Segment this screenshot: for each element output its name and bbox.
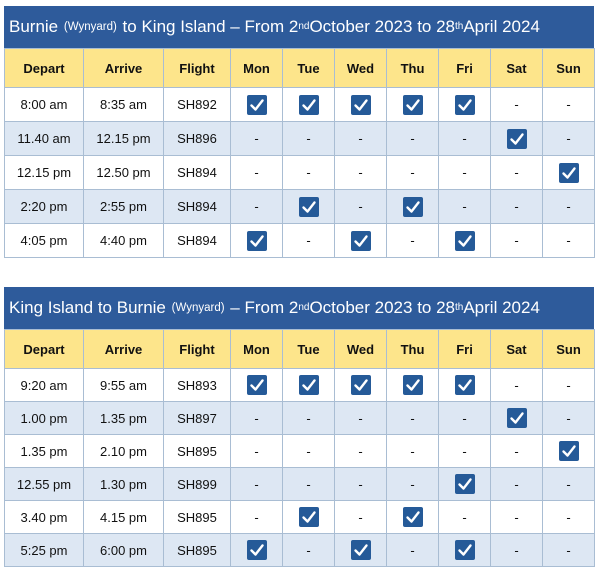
title-range-prefix: – From 2	[230, 298, 299, 317]
day-cell-mon	[231, 501, 283, 534]
day-cell-sun	[543, 534, 595, 567]
day-cell-mon	[231, 468, 283, 501]
title-tail: April 2024	[463, 17, 540, 36]
no-service-dash: -	[254, 509, 259, 525]
col-header-thu: Thu	[387, 330, 439, 369]
day-cell-sun	[543, 435, 595, 468]
day-cell-tue	[283, 534, 335, 567]
title-tail: April 2024	[463, 298, 540, 317]
no-service-dash: -	[410, 542, 415, 558]
arrive-time-cell: 9:55 am	[84, 369, 164, 402]
day-cell-wed	[335, 435, 387, 468]
day-cell-sat	[491, 369, 543, 402]
depart-time-cell: 12.15 pm	[5, 156, 84, 190]
header-row	[5, 330, 595, 369]
depart-time-cell: 1.35 pm	[5, 435, 84, 468]
flight-number-cell: SH896	[164, 122, 231, 156]
day-cell-mon	[231, 369, 283, 402]
day-cell-mon	[231, 534, 283, 567]
col-header-mon: Mon	[231, 330, 283, 369]
day-cell-wed	[335, 190, 387, 224]
col-header-flight: Flight	[164, 49, 231, 88]
no-service-dash: -	[410, 410, 415, 426]
no-service-dash: -	[254, 410, 259, 426]
arrive-time-cell: 8:35 am	[84, 88, 164, 122]
col-header-sat: Sat	[491, 49, 543, 88]
checkbox-checked-icon	[299, 197, 319, 217]
table-row	[5, 122, 595, 156]
no-service-dash: -	[566, 233, 571, 248]
day-cell-sat	[491, 468, 543, 501]
timetable-grid	[4, 48, 595, 258]
title-from: Burnie	[9, 17, 59, 36]
flight-number-cell: SH894	[164, 156, 231, 190]
col-header-sat: Sat	[491, 330, 543, 369]
day-cell-fri	[439, 224, 491, 258]
checkbox-checked-icon	[507, 129, 527, 149]
table-row	[5, 224, 595, 258]
day-cell-sun	[543, 156, 595, 190]
no-service-dash: -	[566, 97, 571, 112]
no-service-dash: -	[566, 509, 571, 525]
day-cell-sat	[491, 122, 543, 156]
no-service-dash: -	[462, 443, 467, 459]
no-service-dash: -	[306, 443, 311, 459]
checkbox-checked-icon	[351, 231, 371, 251]
day-cell-wed	[335, 224, 387, 258]
no-service-dash: -	[358, 476, 363, 492]
title-from-note: (Wynyard)	[63, 21, 117, 33]
day-cell-sat	[491, 501, 543, 534]
no-service-dash: -	[254, 476, 259, 492]
arrive-time-cell: 4.15 pm	[84, 501, 164, 534]
timetable-title: King Island to Burnie (Wynyard) – From 2 nd October 2023 to 28 th April 2024	[4, 287, 594, 329]
no-service-dash: -	[358, 131, 363, 146]
day-cell-thu	[387, 435, 439, 468]
col-header-depart: Depart	[5, 49, 84, 88]
title-from-note: (Wynyard)	[171, 302, 225, 314]
day-cell-thu	[387, 369, 439, 402]
no-service-dash: -	[254, 131, 259, 146]
no-service-dash: -	[358, 199, 363, 214]
table-row	[5, 534, 595, 567]
day-cell-fri	[439, 534, 491, 567]
day-cell-fri	[439, 369, 491, 402]
col-header-thu: Thu	[387, 49, 439, 88]
depart-time-cell: 1.00 pm	[5, 402, 84, 435]
day-cell-tue	[283, 435, 335, 468]
title-range-prefix: – From 2	[230, 17, 299, 36]
depart-time-cell: 2:20 pm	[5, 190, 84, 224]
day-cell-sun	[543, 88, 595, 122]
day-cell-wed	[335, 534, 387, 567]
header-row	[5, 49, 595, 88]
checkbox-checked-icon	[559, 163, 579, 183]
checkbox-checked-icon	[247, 231, 267, 251]
no-service-dash: -	[566, 542, 571, 558]
col-header-arrive: Arrive	[84, 49, 164, 88]
col-header-tue: Tue	[283, 49, 335, 88]
no-service-dash: -	[306, 233, 311, 248]
col-header-fri: Fri	[439, 49, 491, 88]
no-service-dash: -	[514, 476, 519, 492]
day-cell-fri	[439, 156, 491, 190]
day-cell-tue	[283, 402, 335, 435]
day-cell-sat	[491, 224, 543, 258]
no-service-dash: -	[514, 199, 519, 214]
title-mid: October 2023 to 28	[309, 17, 455, 36]
day-cell-sun	[543, 369, 595, 402]
no-service-dash: -	[410, 131, 415, 146]
flight-number-cell: SH897	[164, 402, 231, 435]
table-row	[5, 501, 595, 534]
no-service-dash: -	[306, 165, 311, 180]
day-cell-fri	[439, 122, 491, 156]
title-mid: October 2023 to 28	[309, 298, 455, 317]
arrive-time-cell: 6:00 pm	[84, 534, 164, 567]
arrive-time-cell: 2.10 pm	[84, 435, 164, 468]
day-cell-mon	[231, 122, 283, 156]
day-cell-sat	[491, 190, 543, 224]
checkbox-checked-icon	[351, 95, 371, 115]
no-service-dash: -	[462, 410, 467, 426]
flight-number-cell: SH892	[164, 88, 231, 122]
day-cell-tue	[283, 122, 335, 156]
arrive-time-cell: 12.50 pm	[84, 156, 164, 190]
day-cell-wed	[335, 468, 387, 501]
depart-time-cell: 11.40 am	[5, 122, 84, 156]
day-cell-wed	[335, 501, 387, 534]
no-service-dash: -	[462, 131, 467, 146]
day-cell-thu	[387, 402, 439, 435]
no-service-dash: -	[254, 199, 259, 214]
table-row	[5, 369, 595, 402]
flight-number-cell: SH895	[164, 435, 231, 468]
day-cell-thu	[387, 468, 439, 501]
checkbox-checked-icon	[299, 507, 319, 527]
no-service-dash: -	[254, 165, 259, 180]
day-cell-sat	[491, 88, 543, 122]
col-header-depart: Depart	[5, 330, 84, 369]
day-cell-fri	[439, 190, 491, 224]
no-service-dash: -	[514, 509, 519, 525]
day-cell-thu	[387, 190, 439, 224]
no-service-dash: -	[358, 509, 363, 525]
no-service-dash: -	[306, 476, 311, 492]
day-cell-fri	[439, 88, 491, 122]
timetable-grid	[4, 329, 595, 567]
day-cell-sat	[491, 402, 543, 435]
arrive-time-cell: 2:55 pm	[84, 190, 164, 224]
no-service-dash: -	[306, 410, 311, 426]
day-cell-sat	[491, 534, 543, 567]
day-cell-sat	[491, 156, 543, 190]
depart-time-cell: 5:25 pm	[5, 534, 84, 567]
no-service-dash: -	[410, 476, 415, 492]
title-to: to King Island	[122, 17, 226, 36]
checkbox-checked-icon	[403, 507, 423, 527]
timetable-king-island-to-burnie	[4, 287, 594, 567]
day-cell-mon	[231, 435, 283, 468]
flight-number-cell: SH899	[164, 468, 231, 501]
arrive-time-cell: 1.30 pm	[84, 468, 164, 501]
timetable-body	[5, 88, 595, 258]
no-service-dash: -	[358, 443, 363, 459]
day-cell-mon	[231, 224, 283, 258]
checkbox-checked-icon	[247, 95, 267, 115]
flight-number-cell: SH893	[164, 369, 231, 402]
flight-number-cell: SH894	[164, 190, 231, 224]
no-service-dash: -	[514, 97, 519, 112]
no-service-dash: -	[514, 233, 519, 248]
no-service-dash: -	[566, 131, 571, 146]
no-service-dash: -	[514, 377, 519, 393]
checkbox-checked-icon	[455, 231, 475, 251]
day-cell-thu	[387, 88, 439, 122]
day-cell-tue	[283, 88, 335, 122]
checkbox-checked-icon	[299, 95, 319, 115]
day-cell-wed	[335, 88, 387, 122]
no-service-dash: -	[514, 542, 519, 558]
col-header-fri: Fri	[439, 330, 491, 369]
day-cell-fri	[439, 402, 491, 435]
day-cell-wed	[335, 122, 387, 156]
no-service-dash: -	[566, 476, 571, 492]
checkbox-checked-icon	[351, 540, 371, 560]
depart-time-cell: 8:00 am	[5, 88, 84, 122]
day-cell-thu	[387, 224, 439, 258]
table-row	[5, 402, 595, 435]
no-service-dash: -	[462, 199, 467, 214]
timetable-body	[5, 369, 595, 567]
flight-number-cell: SH895	[164, 534, 231, 567]
day-cell-fri	[439, 501, 491, 534]
checkbox-checked-icon	[403, 197, 423, 217]
day-cell-wed	[335, 156, 387, 190]
col-header-tue: Tue	[283, 330, 335, 369]
flight-number-cell: SH894	[164, 224, 231, 258]
day-cell-tue	[283, 224, 335, 258]
table-row	[5, 156, 595, 190]
arrive-time-cell: 1.35 pm	[84, 402, 164, 435]
depart-time-cell: 9:20 am	[5, 369, 84, 402]
day-cell-thu	[387, 534, 439, 567]
no-service-dash: -	[566, 199, 571, 214]
col-header-sun: Sun	[543, 330, 595, 369]
no-service-dash: -	[306, 542, 311, 558]
table-row	[5, 88, 595, 122]
day-cell-fri	[439, 435, 491, 468]
day-cell-tue	[283, 156, 335, 190]
checkbox-checked-icon	[351, 375, 371, 395]
arrive-time-cell: 12.15 pm	[84, 122, 164, 156]
day-cell-sun	[543, 468, 595, 501]
day-cell-mon	[231, 190, 283, 224]
no-service-dash: -	[514, 165, 519, 180]
day-cell-tue	[283, 468, 335, 501]
col-header-wed: Wed	[335, 49, 387, 88]
no-service-dash: -	[358, 410, 363, 426]
no-service-dash: -	[462, 165, 467, 180]
col-header-flight: Flight	[164, 330, 231, 369]
flight-number-cell: SH895	[164, 501, 231, 534]
day-cell-fri	[439, 468, 491, 501]
day-cell-mon	[231, 402, 283, 435]
no-service-dash: -	[514, 443, 519, 459]
checkbox-checked-icon	[559, 441, 579, 461]
checkbox-checked-icon	[455, 474, 475, 494]
depart-time-cell: 4:05 pm	[5, 224, 84, 258]
day-cell-tue	[283, 190, 335, 224]
day-cell-sun	[543, 501, 595, 534]
checkbox-checked-icon	[247, 540, 267, 560]
arrive-time-cell: 4:40 pm	[84, 224, 164, 258]
day-cell-tue	[283, 369, 335, 402]
col-header-mon: Mon	[231, 49, 283, 88]
no-service-dash: -	[462, 509, 467, 525]
checkbox-checked-icon	[455, 95, 475, 115]
checkbox-checked-icon	[403, 95, 423, 115]
col-header-wed: Wed	[335, 330, 387, 369]
day-cell-sun	[543, 122, 595, 156]
day-cell-thu	[387, 156, 439, 190]
no-service-dash: -	[566, 410, 571, 426]
checkbox-checked-icon	[455, 375, 475, 395]
day-cell-sun	[543, 224, 595, 258]
checkbox-checked-icon	[455, 540, 475, 560]
table-row	[5, 190, 595, 224]
no-service-dash: -	[254, 443, 259, 459]
day-cell-sun	[543, 402, 595, 435]
day-cell-sun	[543, 190, 595, 224]
no-service-dash: -	[306, 131, 311, 146]
no-service-dash: -	[410, 165, 415, 180]
timetable-burnie-to-king-island	[4, 6, 594, 258]
no-service-dash: -	[358, 165, 363, 180]
day-cell-sat	[491, 435, 543, 468]
depart-time-cell: 3.40 pm	[5, 501, 84, 534]
depart-time-cell: 12.55 pm	[5, 468, 84, 501]
checkbox-checked-icon	[299, 375, 319, 395]
no-service-dash: -	[410, 443, 415, 459]
no-service-dash: -	[410, 233, 415, 248]
col-header-sun: Sun	[543, 49, 595, 88]
timetable-title: Burnie (Wynyard) to King Island – From 2 nd October 2023 to 28 th April 2024	[4, 6, 594, 48]
checkbox-checked-icon	[403, 375, 423, 395]
col-header-arrive: Arrive	[84, 330, 164, 369]
no-service-dash: -	[566, 377, 571, 393]
day-cell-thu	[387, 501, 439, 534]
day-cell-wed	[335, 369, 387, 402]
day-cell-thu	[387, 122, 439, 156]
checkbox-checked-icon	[247, 375, 267, 395]
table-row	[5, 435, 595, 468]
day-cell-tue	[283, 501, 335, 534]
title-from: King Island to Burnie	[9, 298, 166, 317]
day-cell-mon	[231, 156, 283, 190]
table-row	[5, 468, 595, 501]
day-cell-mon	[231, 88, 283, 122]
checkbox-checked-icon	[507, 408, 527, 428]
day-cell-wed	[335, 402, 387, 435]
